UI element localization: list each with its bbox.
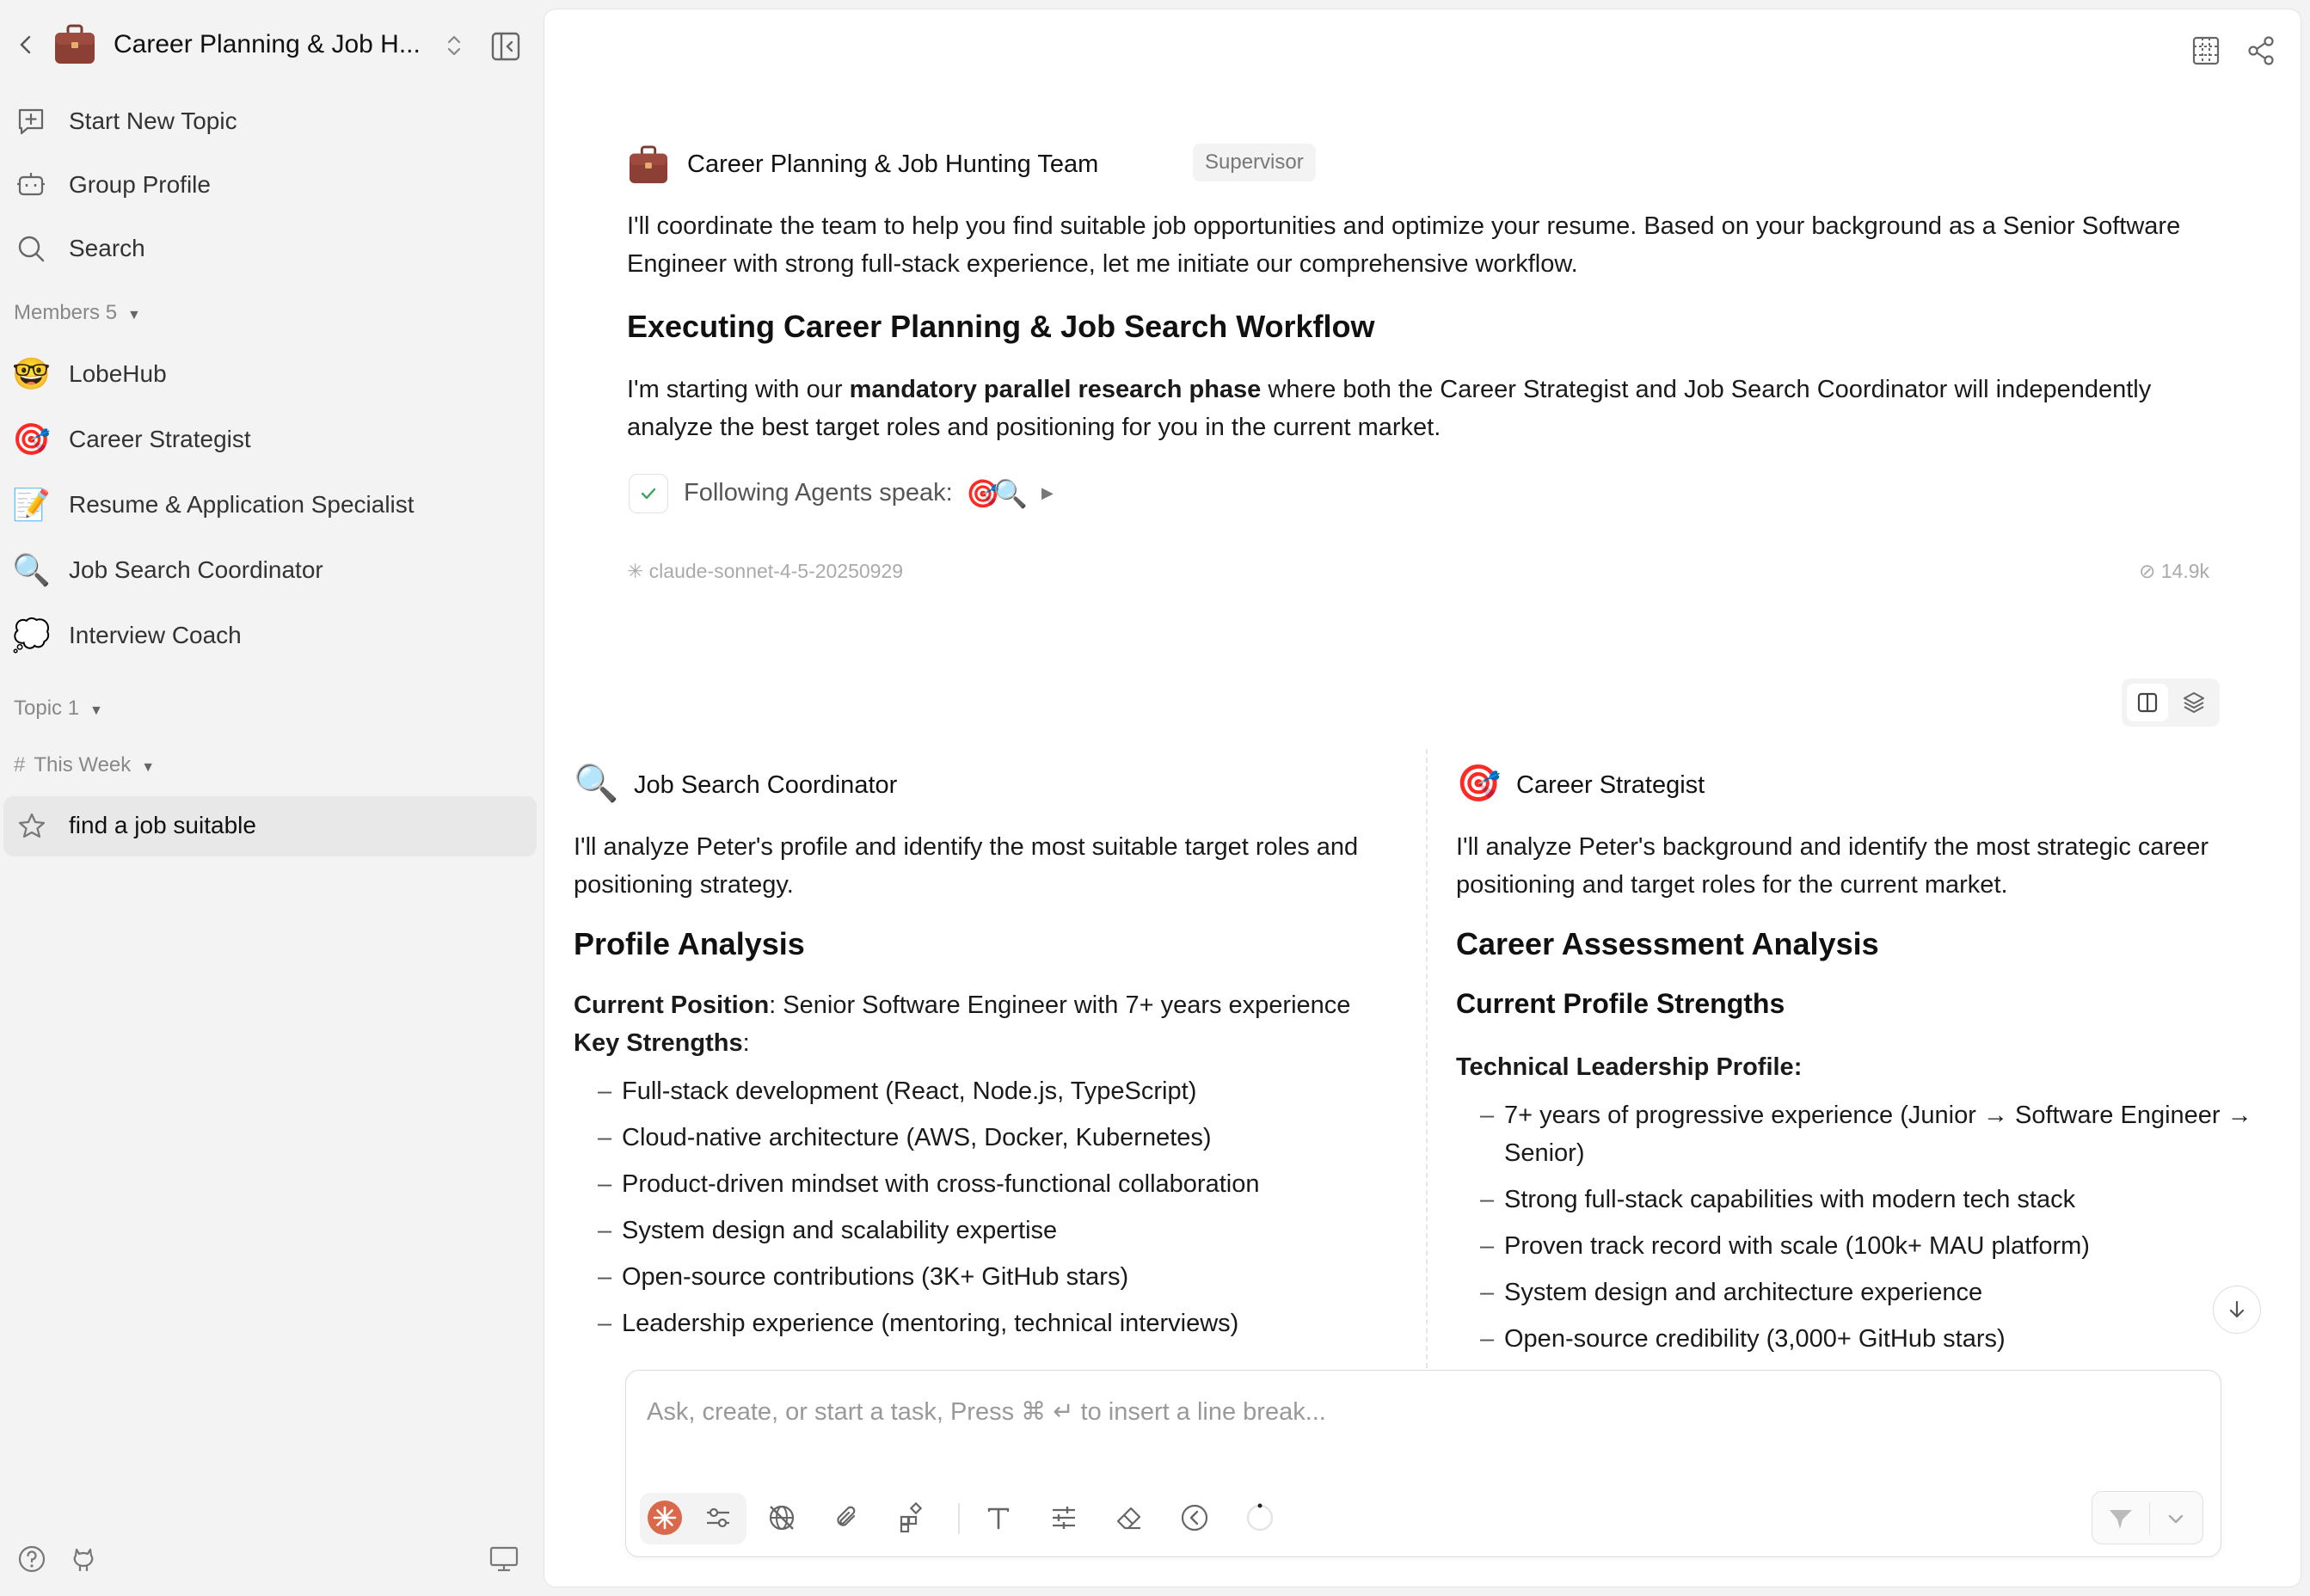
list-item: – Open-source credibility (3,000+ GitHub stars) <box>1456 1320 2256 1358</box>
start-new-topic-button[interactable] <box>0 91 544 151</box>
column-header <box>1456 759 2230 807</box>
current-position-line <box>574 986 1399 1024</box>
column-divider <box>1426 749 1428 1377</box>
para-bold: mandatory parallel research phase <box>849 376 1262 403</box>
member-avatar: 🤓 <box>12 356 51 391</box>
send-divider <box>2149 1502 2150 1535</box>
technical-leadership-label: Technical Leadership Profile: <box>1456 1053 1803 1081</box>
member-item-interview-coach[interactable] <box>0 605 544 666</box>
member-label: LobeHub <box>69 360 167 387</box>
group-profile-label: Group Profile <box>69 171 211 198</box>
token-value: 14.9k <box>2160 560 2209 582</box>
list-item: – Open-source contributions (3K+ GitHub stars) <box>574 1258 1399 1296</box>
member-avatar: 💭 <box>12 617 51 653</box>
list-item: – Cloud-native architecture (AWS, Docker, Kubernetes) <box>574 1119 1399 1157</box>
collapse-sidebar-icon[interactable] <box>490 31 521 62</box>
list-item: – Leadership experience (mentoring, technical interviews) <box>574 1304 1399 1342</box>
caret-down-icon: ▼ <box>89 703 103 718</box>
send-icon[interactable] <box>2104 1502 2137 1535</box>
supervisor-badge: Supervisor <box>1193 144 1316 181</box>
check-icon <box>629 474 668 513</box>
list-item: – Strong full-stack capabilities with modern tech stack <box>1456 1181 2256 1218</box>
sparkle-icon: ✳ <box>627 560 649 582</box>
message-meta <box>627 556 2209 591</box>
key-strengths-line <box>574 1024 1399 1062</box>
text-format-icon[interactable] <box>979 1498 1018 1538</box>
help-icon[interactable] <box>17 1544 46 1574</box>
member-label: Career Strategist <box>69 426 251 452</box>
plugins-icon[interactable] <box>893 1498 932 1538</box>
search-icon <box>14 231 48 266</box>
list-item: – System design and architecture experience <box>1456 1274 2256 1311</box>
agent-intro: I'll analyze Peter's profile and identify the most suitable target roles and positioning strategy. <box>574 833 1359 899</box>
view-mode-toggle <box>2122 678 2220 727</box>
github-icon[interactable] <box>69 1544 98 1574</box>
search-label: Search <box>69 235 145 261</box>
agents-speak-label: Following Agents speak: <box>684 479 953 506</box>
send-options-chevron-icon[interactable] <box>2161 1504 2190 1533</box>
caret-down-icon: ▼ <box>141 760 156 775</box>
scroll-to-bottom-button[interactable] <box>2213 1286 2261 1334</box>
agent-intro: I'll analyze Peter's background and identify the most strategic career positioning and target roles for the current market. <box>1456 833 2209 899</box>
star-icon[interactable] <box>15 810 48 843</box>
chat-input-box[interactable] <box>625 1370 2221 1557</box>
team-name: Career Planning & Job Hunting Team <box>687 150 1099 178</box>
columns-view-icon[interactable] <box>2127 684 2168 721</box>
workspace-layout-icon[interactable] <box>2189 34 2223 68</box>
target-icon: 🎯 <box>1456 763 1502 803</box>
assessment-heading: Career Assessment Analysis <box>1456 926 1879 961</box>
list-item: – Full-stack development (React, Node.js, TypeScript) <box>574 1072 1399 1110</box>
strengths-subheading: Current Profile Strengths <box>1456 988 1785 1019</box>
list-item: – Product-driven mindset with cross-functional collaboration <box>574 1165 1399 1203</box>
member-avatar: 🎯 <box>12 421 51 457</box>
profile-heading: Profile Analysis <box>574 926 805 961</box>
history-back-icon[interactable] <box>1175 1498 1214 1538</box>
chat-input-placeholder[interactable]: Ask, create, or start a task, Press ⌘ ↵ to insert a line break... <box>647 1398 1326 1426</box>
topic-section-toggle[interactable] <box>14 697 103 721</box>
group-profile-button[interactable] <box>0 155 544 215</box>
layers-view-icon[interactable] <box>2173 684 2215 721</box>
caret-down-icon: ▼ <box>127 308 141 322</box>
list-item: – System design and scalability expertise <box>574 1212 1399 1249</box>
list-item: – Proven track record with scale (100k+ MAU platform) <box>1456 1227 2256 1265</box>
members-section-toggle[interactable] <box>14 301 141 325</box>
agent-name: Job Search Coordinator <box>634 771 898 799</box>
eraser-icon[interactable] <box>1109 1498 1149 1538</box>
current-position-label: Current Position <box>574 991 770 1019</box>
strengths-list <box>574 1072 1399 1351</box>
loading-spinner-icon <box>1240 1498 1280 1538</box>
list-item: – 7+ years of progressive experience (Junior → Software Engineer → Senior) <box>1456 1096 2256 1172</box>
topic-section-label: Topic 1 <box>14 697 80 720</box>
member-label: Job Search Coordinator <box>69 556 323 583</box>
model-provider-icon[interactable] <box>645 1498 685 1538</box>
back-chevron-icon[interactable] <box>14 33 38 57</box>
key-strengths-label: Key Strengths <box>574 1029 743 1057</box>
topic-item-active[interactable] <box>3 796 537 856</box>
chat-panel <box>544 9 2301 1587</box>
magnifier-icon: 🔍 <box>993 478 1028 509</box>
key-strengths-colon: : <box>742 1029 750 1057</box>
sidebar-footer <box>17 1544 526 1579</box>
agent-name: Career Strategist <box>1516 771 1705 799</box>
supervisor-message-header <box>627 144 1401 187</box>
week-group-toggle[interactable] <box>14 753 155 777</box>
member-label: Interview Coach <box>69 622 242 648</box>
token-icon: ⊘ <box>2139 560 2161 582</box>
para-post: where both the Career Strategist and Job Search Coordinator will independently analyze the best target roles and positioning for you in the current market. <box>627 376 2152 441</box>
model-name: claude-sonnet-4-5-20250929 <box>648 560 904 582</box>
week-group-label: This Week <box>34 753 132 777</box>
target-icon: 🎯 <box>966 478 1000 509</box>
expand-triangle-icon[interactable]: ▶ <box>1041 484 1054 501</box>
switch-group-icon[interactable] <box>442 33 466 58</box>
workflow-heading: Executing Career Planning & Job Search Workflow <box>627 309 1375 344</box>
sidebar <box>0 0 544 1596</box>
magnifier-icon: 🔍 <box>574 763 619 803</box>
briefcase-icon <box>627 145 670 185</box>
model-settings-icon[interactable] <box>698 1498 738 1538</box>
member-avatar: 📝 <box>12 487 51 522</box>
new-topic-icon <box>14 104 48 138</box>
hash-icon: # <box>14 753 26 777</box>
share-icon[interactable] <box>2244 34 2278 68</box>
topic-label: find a job suitable <box>69 812 256 838</box>
agents-speak-row[interactable] <box>629 472 1145 515</box>
briefcase-icon <box>53 24 96 65</box>
group-title[interactable]: Career Planning & Job H... <box>114 30 421 58</box>
start-new-topic-label: Start New Topic <box>69 107 237 134</box>
current-position-value: : Senior Software Engineer with 7+ years experience <box>769 991 1351 1019</box>
profile-strengths-list <box>1456 1096 2256 1366</box>
search-button[interactable] <box>0 218 544 279</box>
column-header <box>574 759 1348 807</box>
model-tag <box>627 560 903 583</box>
desktop-icon[interactable] <box>488 1544 519 1574</box>
sidebar-header <box>0 19 544 74</box>
arrow-down-icon <box>2225 1298 2249 1322</box>
web-search-off-icon[interactable] <box>762 1498 802 1538</box>
attachment-icon[interactable] <box>827 1498 867 1538</box>
para-pre: I'm starting with our <box>627 376 850 403</box>
member-avatar: 🔍 <box>12 552 51 587</box>
token-count <box>2139 560 2209 583</box>
params-icon[interactable] <box>1044 1498 1084 1538</box>
member-item-job-search-coordinator[interactable] <box>0 540 544 600</box>
member-item-lobehub[interactable] <box>0 344 544 404</box>
supervisor-intro: I'll coordinate the team to help you find suitable job opportunities and optimize your resume. Based on your background as a Senior Software Engineer with strong full-stack experience, let me initiate our comprehensive workflow. <box>627 212 2181 278</box>
bot-icon <box>14 168 48 202</box>
member-item-resume-specialist[interactable] <box>0 475 544 535</box>
workflow-paragraph <box>627 371 2218 446</box>
member-item-career-strategist[interactable] <box>0 409 544 470</box>
send-button-group <box>2092 1491 2203 1544</box>
member-label: Resume & Application Specialist <box>69 491 415 518</box>
members-count-label: Members 5 <box>14 301 118 324</box>
toolbar-divider <box>958 1503 960 1534</box>
